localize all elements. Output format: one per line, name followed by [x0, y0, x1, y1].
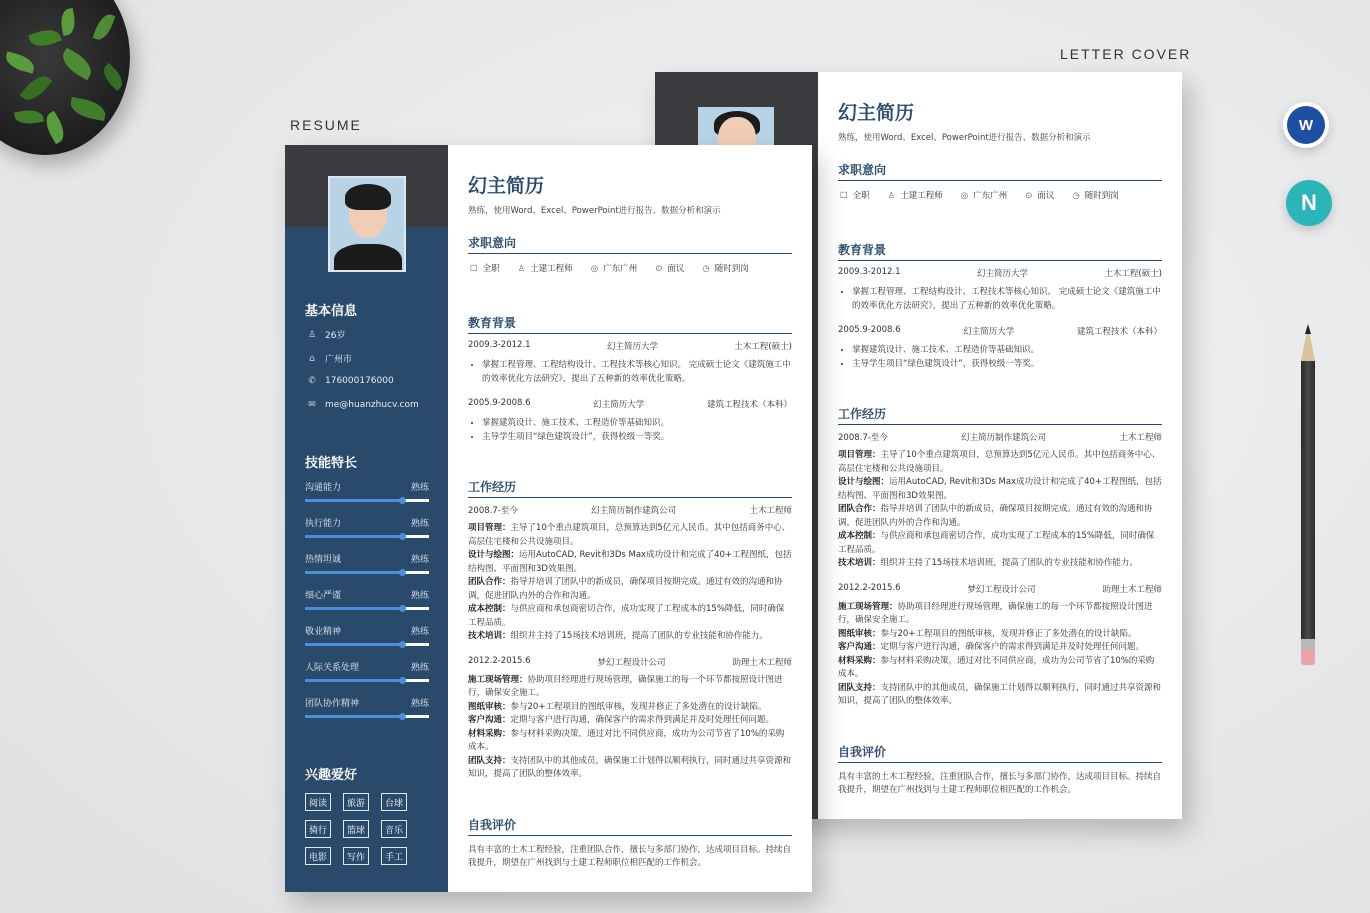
job-desc-2: 施工现场管理：协助项目经理进行现场管理，确保施工的每一个环节都按照设计图进行，确保安全施工。 图纸审核：参与20+工程项目的图纸审核，发现并修正了多处潜在的设计缺陷。 客户沟通：定期与客户进行沟通，确保客户的需求得到满足并及时处理任何问题。 材料采购：参与材料采购决策，通过对比不同供应商，成功为公司节省了10%的采购成本。 团队支持：支持团队中的其他成员，确保施工计划得以顺利执行，同时通过共享资源和知识，提高了团队的整体效率。 [468, 674, 792, 779]
clock-icon-item: ◷ 随时到岗 [1072, 191, 1119, 201]
skill-name: 执行能力 [305, 519, 342, 529]
back-education-title: 教育背景 [838, 241, 1162, 261]
back-tagline: 熟练，使用Word、Excel、PowerPoint进行报告、数据分析和演示 [838, 133, 1091, 143]
n-app-glyph: N [1301, 190, 1317, 215]
home-icon: ⌂ [309, 353, 315, 364]
job-desc-1: 项目管理：主导了10个重点建筑项目，总预算达到5亿元人民币。其中包括商务中心、高层住宅楼和公共设施项目。 设计与绘图：运用AutoCAD, Revit和3Ds Max成功设计和完成了40+工程图纸，包括结构图、平面图和3D效果图。 团队合作：指导并培训了团队中的新成员，确保项目按期完成。通过有效的沟通和协调，促进团队内外的合作和沟通。 成本控制：与供应商和承包商密切合作，成功实现了工程成本的15%降低，同时确保工程品质。 技术培训：组织并主持了15场技术培训班，提高了团队的专业技能和协作能力。 [468, 523, 792, 641]
skill-bar [305, 535, 429, 538]
back-job-row-1: 2008.7-至今 幻主简历制作建筑公司 土木工程师 [838, 433, 1162, 443]
hobby-tag: 音乐 [381, 820, 407, 838]
back-edu-bullets-1: • 掌握工程管理、工程结构设计、工程技术等核心知识。 完成硕士论文《建筑施工中的效率优化方法研究》，提出了五种新的效率优化策略。 [838, 285, 1162, 313]
location-icon-item: ◎ 广东广州 [960, 191, 1008, 201]
skill-bar-knob [399, 497, 406, 504]
back-work-title: 工作经历 [838, 405, 1162, 425]
job-row-1: 2008.7-至今 幻主简历制作建筑公司 土木工程师 [468, 506, 792, 516]
skill-bar [305, 499, 429, 502]
resume-sidebar [285, 145, 448, 892]
intent-title: 求职意向 [468, 234, 792, 254]
hobby-tag: 台球 [381, 793, 407, 811]
skill-name: 热情坦诚 [305, 555, 342, 565]
hobby-tag: 骑行 [305, 820, 331, 838]
back-edu-bullets-2: • 掌握建筑设计、施工技术、工程造价等基础知识。 • 主导学生项目“绿色建筑设计”，获得校级一等奖。 [838, 343, 1162, 371]
user-icon: ♙ [307, 329, 317, 340]
skill-item [305, 660, 429, 682]
hobbies-title: 兴趣爱好 [305, 768, 358, 783]
skill-level: 熟练 [410, 663, 429, 673]
edu-bullets-1: • 掌握工程管理、工程结构设计、工程技术等核心知识。 完成硕士论文《建筑施工中的效率优化方法研究》，提出了五种新的效率优化策略。 [468, 358, 792, 386]
skill-bar [305, 571, 429, 574]
back-job-desc-2: 施工现场管理：协助项目经理进行现场管理，确保施工的每一个环节都按照设计图进行，确保安全施工。 图纸审核：参与20+工程项目的图纸审核，发现并修正了多处潜在的设计缺陷。 客户沟通：定期与客户进行沟通，确保客户的需求得到满足并及时处理任何问题。 材料采购：参与材料采购决策，通过对比不同供应商，成功为公司节省了10%的采购成本。 团队支持：支持团队中的其他成员，确保施工计划得以顺利执行，同时通过共享资源和知识，提高了团队的整体效率。 [838, 601, 1162, 706]
skill-bar [305, 715, 429, 718]
skill-bar-fill [305, 499, 402, 502]
skill-item [305, 516, 429, 538]
hobby-tag: 写作 [343, 847, 369, 865]
skill-name: 敬业精神 [305, 627, 342, 637]
hobby-tag: 手工 [381, 847, 407, 865]
info-phone: ✆ 176000176000 [308, 376, 394, 386]
resume-label: RESUME [290, 117, 362, 133]
job-row-2: 2012.2-2015.6 梦幻工程设计公司 助理土木工程师 [468, 655, 792, 668]
hobby-tag: 阅读 [305, 793, 331, 811]
person-icon: ♙ [517, 264, 526, 274]
edu-bullets-2: • 掌握建筑设计、施工技术、工程造价等基础知识。 • 主导学生项目“绿色建筑设计”，获得校级一等奖。 [468, 416, 792, 444]
skill-level: 熟练 [410, 519, 429, 529]
skill-bar-knob [399, 677, 406, 684]
skill-bar-knob [399, 533, 406, 540]
back-name: 幻主简历 [838, 102, 915, 124]
education-title: 教育背景 [468, 314, 792, 334]
self-eval-title: 自我评价 [468, 816, 792, 836]
skill-bar-fill [305, 679, 402, 682]
skill-name: 沟通能力 [305, 483, 342, 493]
skill-name: 细心严谨 [305, 591, 342, 601]
skill-bar [305, 643, 429, 646]
skill-name: 团队协作精神 [305, 699, 360, 709]
skill-item [305, 624, 429, 646]
n-app-icon[interactable] [1286, 180, 1332, 226]
word-glyph: W [1287, 106, 1325, 144]
info-city: ⌂ 广州市 [307, 352, 352, 365]
info-age: ♙ 26岁 [307, 329, 346, 341]
back-job-desc-1: 项目管理：主导了10个重点建筑项目，总预算达到5亿元人民币。其中包括商务中心、高层住宅楼和公共设施项目。 设计与绘图：运用AutoCAD, Revit和3Ds Max成功设计和完成了40+工程图纸，包括结构图、平面图和3D效果图。 团队合作：指导并培训了团队中的新成员，确保项目按期完成。通过有效的沟通和协调，促进团队内外的合作和沟通。 成本控制：与供应商和承包商密切合作，成功实现了工程成本的15%降低，同时确保工程品质。 技术培训：组织并主持了15场技术培训班，提高了团队的专业技能和协作能力。 [838, 450, 1162, 568]
skill-item [305, 696, 429, 718]
intent-row [468, 262, 792, 274]
back-self-eval-title: 自我评价 [838, 743, 1162, 763]
skill-bar-fill [305, 607, 402, 610]
back-self-eval-text: 具有丰富的土木工程经验，注重团队合作，擅长与多部门协作，达成项目目标。持续自我提升，期望在广州找到与土建工程师职位相匹配的工作机会。 [838, 771, 1162, 795]
skill-bar-fill [305, 643, 402, 646]
calendar-icon: ☐ [470, 264, 478, 274]
salary-icon-item: ⊙ 面议 [1025, 191, 1055, 201]
calendar-icon: ☐ [840, 191, 848, 201]
plant-decoration [0, 0, 170, 190]
resume-content [448, 145, 812, 892]
letter-cover-label: LETTER COVER [1060, 46, 1192, 62]
skill-item [305, 588, 429, 610]
person-icon-item: ♙ 土建工程师 [887, 191, 943, 201]
skill-level: 熟练 [410, 699, 429, 709]
skill-level: 熟练 [410, 627, 429, 637]
skill-item [305, 552, 429, 574]
work-title: 工作经历 [468, 478, 792, 498]
skill-level: 熟练 [410, 555, 429, 565]
info-email: ✉ me@huanzhucv.com [308, 400, 419, 410]
pencil-decoration [1298, 325, 1318, 670]
salary-icon: ⊙ [1025, 191, 1033, 201]
back-intent-title: 求职意向 [838, 161, 1162, 181]
profile-photo [328, 176, 406, 272]
skill-bar [305, 607, 429, 610]
skill-bar-knob [399, 713, 406, 720]
back-intent-row [838, 189, 1162, 201]
location-icon: ◎ [590, 264, 599, 274]
skill-bar [305, 679, 429, 682]
skill-bar-knob [399, 569, 406, 576]
back-job-row-2: 2012.2-2015.6 梦幻工程设计公司 助理土木工程师 [838, 582, 1162, 595]
back-edu-row-2: 2005.9-2008.6 幻主简历大学 建筑工程技术（本科） [838, 325, 1162, 337]
hobby-tag: 电影 [305, 847, 331, 865]
skill-bar-fill [305, 715, 402, 718]
self-eval-text: 具有丰富的土木工程经验，注重团队合作，擅长与多部门协作，达成项目目标。持续自我提升，期望在广州找到与土建工程师职位相匹配的工作机会。 [468, 844, 792, 868]
edu-row-2: 2005.9-2008.6 幻主简历大学 建筑工程技术（本科） [468, 398, 792, 410]
resume-tagline: 熟练，使用Word、Excel、PowerPoint进行报告、数据分析和演示 [468, 206, 721, 216]
hobby-tag: 篮球 [343, 820, 369, 838]
clock-icon: ◷ [1072, 191, 1080, 201]
intent-position: ♙ 土建工程师 [517, 264, 573, 274]
skill-name: 人际关系处理 [305, 663, 360, 673]
hobby-tag: 旅游 [343, 793, 369, 811]
intent-type: ☐ 全职 [470, 264, 500, 274]
back-content [818, 72, 1182, 819]
intent-location: ◎ 广东广州 [590, 264, 638, 274]
location-icon: ◎ [960, 191, 969, 201]
edu-row-1: 2009.3-2012.1 幻主简历大学 土木工程(硕士) [468, 340, 792, 352]
skill-bar-knob [399, 641, 406, 648]
intent-salary: ⊙ 面议 [655, 264, 685, 274]
resume-name: 幻主简历 [468, 175, 545, 197]
calendar-icon-item: ☐ 全职 [840, 191, 870, 201]
skill-bar-fill [305, 535, 402, 538]
phone-icon: ✆ [308, 376, 316, 386]
resume-sheet [285, 145, 812, 892]
clock-icon: ◷ [702, 264, 710, 274]
skill-item [305, 480, 429, 502]
skill-level: 熟练 [410, 483, 429, 493]
basic-info-title: 基本信息 [305, 304, 358, 319]
skills-title: 技能特长 [305, 456, 358, 471]
back-edu-row-1: 2009.3-2012.1 幻主简历大学 土木工程(硕士) [838, 267, 1162, 279]
mail-icon: ✉ [308, 400, 316, 410]
skill-bar-fill [305, 571, 402, 574]
person-icon: ♙ [887, 191, 896, 201]
salary-icon: ⊙ [655, 264, 663, 274]
word-icon[interactable] [1283, 102, 1329, 148]
skill-level: 熟练 [410, 591, 429, 601]
skill-bar-knob [399, 605, 406, 612]
intent-availability: ◷ 随时到岗 [702, 264, 749, 274]
